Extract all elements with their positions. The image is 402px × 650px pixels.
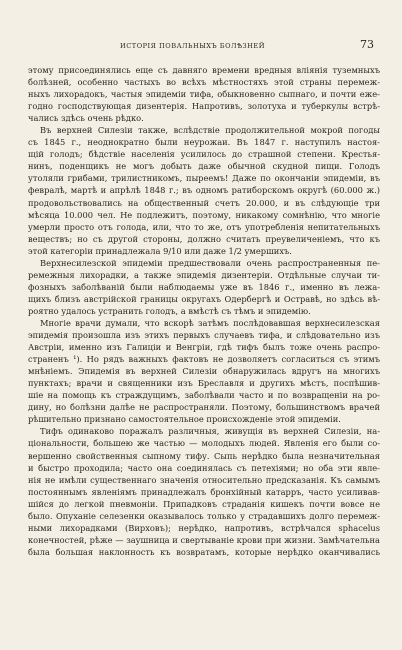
text-line: нинъ, поденщикъ не могъ добыть даже обычной скудной пищи. Голодъ xyxy=(28,161,380,172)
text-line: постояннымъ явленіямъ принадлежалъ бронхійный катарръ, часто усиливав- xyxy=(28,486,380,497)
text-line: съ 1845 г., неоднократно были неурожаи. Въ 1847 г. наступилъ настоя- xyxy=(28,137,380,148)
text-line: умерли просто отъ голода, или, что то же, отъ употребленія непитательныхъ xyxy=(28,221,380,232)
text-line: продовольствовались на общественный счетъ 20.000, и въ слѣдующіе три xyxy=(28,197,380,208)
text-line: страненъ ¹). Но рядъ важныхъ фактовъ не дозволяетъ согласиться съ этимъ xyxy=(28,354,380,365)
text-line: щій голодъ; бѣдствіе населенія усилилось до страшной степени. Крестья- xyxy=(28,149,380,160)
text-line: нія не имѣли существеннаго значенія относительно предсказанія. Къ самымъ xyxy=(28,474,380,485)
text-line: этому присоединялись еще съ давняго времени вредныя вліянія туземныхъ xyxy=(28,65,380,75)
text-line: фозныхъ заболѣваній были наблюдаемы уже въ 1846 г., именно въ лежа- xyxy=(28,281,380,292)
body-text xyxy=(28,64,380,558)
text-line: было. Опуханіе селезенки оказывалось только у страдавшихъ долго перемеж- xyxy=(28,510,380,521)
text-line: ныхъ лихорадокъ, частыя эпидеміи тифа, обыкновенно сыпнаго, и почти еже- xyxy=(28,89,380,100)
text-line: шійся до легкой пневмоніи. Припадковъ страданія кишекъ почти вовсе не xyxy=(28,498,380,509)
text-line: шіе на помощь къ страждущимъ, заболѣвали часто и по возвращеніи на ро- xyxy=(28,390,380,401)
page-number: 73 xyxy=(360,38,374,51)
text-line: ными лихорадками (Вирховъ); нерѣдко, напротивъ, встрѣчался sphacelus xyxy=(28,522,380,533)
text-line: и быстро проходила; часто она соединялась съ петехіями; но оба эти явле- xyxy=(28,462,380,473)
text-line: эпидемія произошла изъ этихъ первыхъ случаевъ тифа, и слѣдовательно изъ xyxy=(28,330,380,341)
text-line: Тифъ одинаково поражалъ различныя, живущія въ верхней Силезіи, на- xyxy=(40,426,380,437)
text-line: мѣсяца 10.000 чел. Не подлежитъ, поэтому, никакому сомнѣнію, что многіе xyxy=(28,209,380,220)
text-line: Многіе врачи думали, что вскорѣ затѣмъ послѣдовавшая верхнесилезская xyxy=(40,317,380,328)
text-line: веществъ; но съ другой стороны, должно считать преувеличеніемъ, что къ xyxy=(28,233,380,244)
text-line: щихъ близъ австрійской границы округахъ Одербергѣ и Остравѣ, но здѣсь вѣ- xyxy=(28,293,380,304)
text-line: конечностей, рѣже — заушница и свертываніе крови при жизни. Замѣчательна xyxy=(28,534,380,545)
text-line: ціональности, большею же частью — молодыхъ людей. Явленія его были со- xyxy=(28,438,380,449)
text-line: болѣзней, особенно частыхъ во всѣхъ мѣстностяхъ этой страны перемеж- xyxy=(28,77,380,88)
text-line: утоляли грибами, трилистникомъ, пыреемъ! Даже по окончаніи эпидеміи, въ xyxy=(28,173,380,184)
page-header xyxy=(28,38,380,52)
text-line: ремежныя лихорадки, а также эпидемія дизентеріи. Отдѣльные случаи ти- xyxy=(28,269,380,280)
text-line: чались здѣсь очень рѣдко. xyxy=(28,113,144,124)
text-line: Австріи, именно изъ Галиціи и Венгріи, гдѣ тифъ былъ тоже очень распро- xyxy=(28,342,380,353)
text-line: пунктахъ; врачи и священники изъ Бреславля и другихъ мѣстъ, поспѣшив- xyxy=(28,378,380,389)
text-line: дину, но болѣзни далѣе не распространяли. Поэтому, большинствомъ врачей xyxy=(28,402,380,413)
text-line: Верхнесилезской эпидеміи предшествовали очень распространенныя пе- xyxy=(40,257,380,268)
text-line: этой категоріи принадлежала 9/10 или даже 1/2 умершихъ. xyxy=(28,245,292,256)
text-line: вершенно свойственныя сыпному тифу. Сыпь нерѣдко была незначительная xyxy=(28,450,380,461)
text-line: годно господствующая дизентерія. Напротивъ, золотуха и туберкулы встрѣ- xyxy=(28,101,380,112)
text-line: рѣшительно признано самостоятельное происхожденіе этой эпидеміи. xyxy=(28,414,341,425)
text-line: мнѣніемъ. Эпидемія въ верхней Силезіи обнаружилась вдругъ на многихъ xyxy=(28,366,380,377)
text-line: роятно удалось устранить голодъ, а вмѣстѣ съ тѣмъ и эпидемію. xyxy=(28,305,311,316)
text-line: февралѣ, мартѣ и апрѣлѣ 1848 г.; въ одномъ ратиборскомъ округѣ (60.000 ж.) xyxy=(28,185,380,196)
running-title: ИСТОРІЯ ПОВАЛЬНЫХЪ БОЛѢЗНЕЙ xyxy=(120,42,265,50)
text-line: была большая наклонность къ возвратамъ, которые нерѣдко оканчивались xyxy=(28,546,380,557)
text-line: Въ верхней Силезіи также, вслѣдствіе продолжительной мокрой погоды xyxy=(40,125,380,136)
